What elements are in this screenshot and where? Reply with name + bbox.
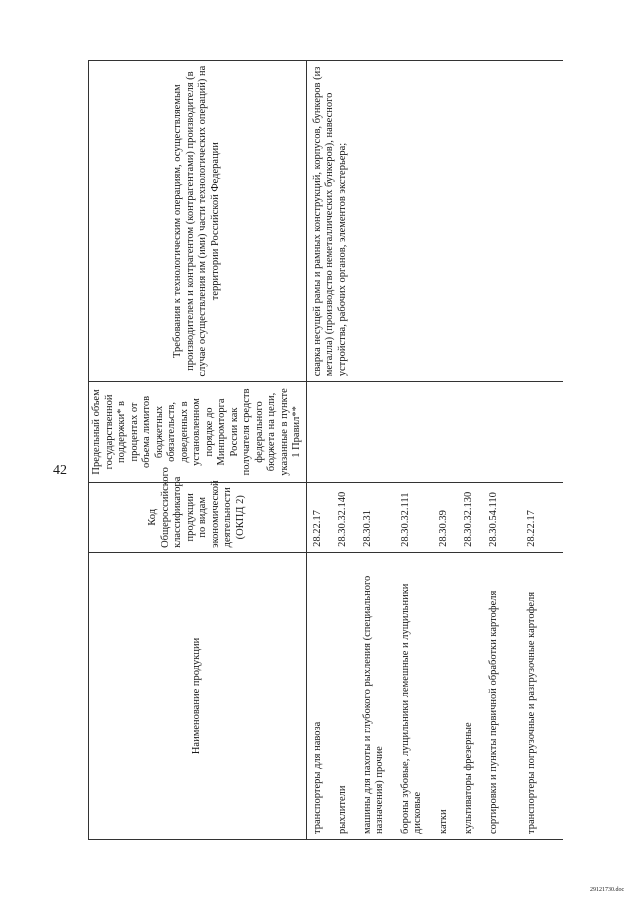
product-name-cell: бороны зубовые, лущильники лемешные и лущильники дисковые <box>399 552 437 839</box>
requirements-cell: сварка несущей рамы и рамных конструкций, корпусов, бункеров (из металла) (производство неметаллических бункеров), навесного устройства, рабочих органов, элементов экстерьера; <box>311 61 563 382</box>
okpd2-code-cell: 28.30.39 <box>437 482 462 552</box>
table-row <box>311 61 336 840</box>
header-support-share: Предельный объем государственной поддержки* в процентах от объема лимитов бюджетных обязательств, доведенных в установленном порядке до Минпромторга России как получателя средств федерального бюджета на цели, указанные в пункте 1 Правил** <box>89 382 307 482</box>
support-share-cell <box>525 382 563 482</box>
requirements-table <box>88 60 563 840</box>
support-share-cell <box>462 382 487 482</box>
support-share-cell <box>311 382 336 482</box>
product-name-cell: катки <box>437 552 462 839</box>
okpd2-code-cell: 28.30.54.110 <box>487 482 525 552</box>
header-product-name: Наименование продукции <box>89 552 307 839</box>
okpd2-code-cell: 28.22.17 <box>525 482 563 552</box>
requirements-table-rotated <box>88 60 621 840</box>
okpd2-code-cell: 28.30.31 <box>361 482 399 552</box>
product-name-cell: рыхлители <box>336 552 361 839</box>
product-name-cell: транспортеры погрузочные и разгрузочные картофеля <box>525 552 563 839</box>
product-name-cell: культиваторы фрезерные <box>462 552 487 839</box>
okpd2-code-cell: 28.30.32.140 <box>336 482 361 552</box>
product-name-cell: транспортеры для навоза <box>311 552 336 839</box>
support-share-cell <box>437 382 462 482</box>
support-share-cell <box>361 382 399 482</box>
product-name-cell: машины для пахоты и глубокого рыхления (специального назначения) прочие <box>361 552 399 839</box>
okpd2-code-cell: 28.30.32.111 <box>399 482 437 552</box>
header-okpd2-code: Код Общероссийского классификатора продукции по видам экономической деятельности (ОКПД 2) <box>89 482 307 552</box>
okpd2-code-cell: 28.30.32.130 <box>462 482 487 552</box>
support-share-cell <box>399 382 437 482</box>
okpd2-code-cell: 28.22.17 <box>311 482 336 552</box>
table-header-row <box>89 61 307 840</box>
product-name-cell: сортировки и пункты первичной обработки картофеля <box>487 552 525 839</box>
support-share-cell <box>336 382 361 482</box>
header-tech-requirements: Требования к технологическим операциям, осуществляемым производителем и контрагентом (контрагентами) производителя (в случае осуществления им (ими) части технологических операций) на территории Российской Федерации <box>89 61 307 382</box>
footer-file-code: 29121730.doc <box>590 887 625 893</box>
support-share-cell <box>487 382 525 482</box>
page-number: 42 <box>53 463 67 478</box>
